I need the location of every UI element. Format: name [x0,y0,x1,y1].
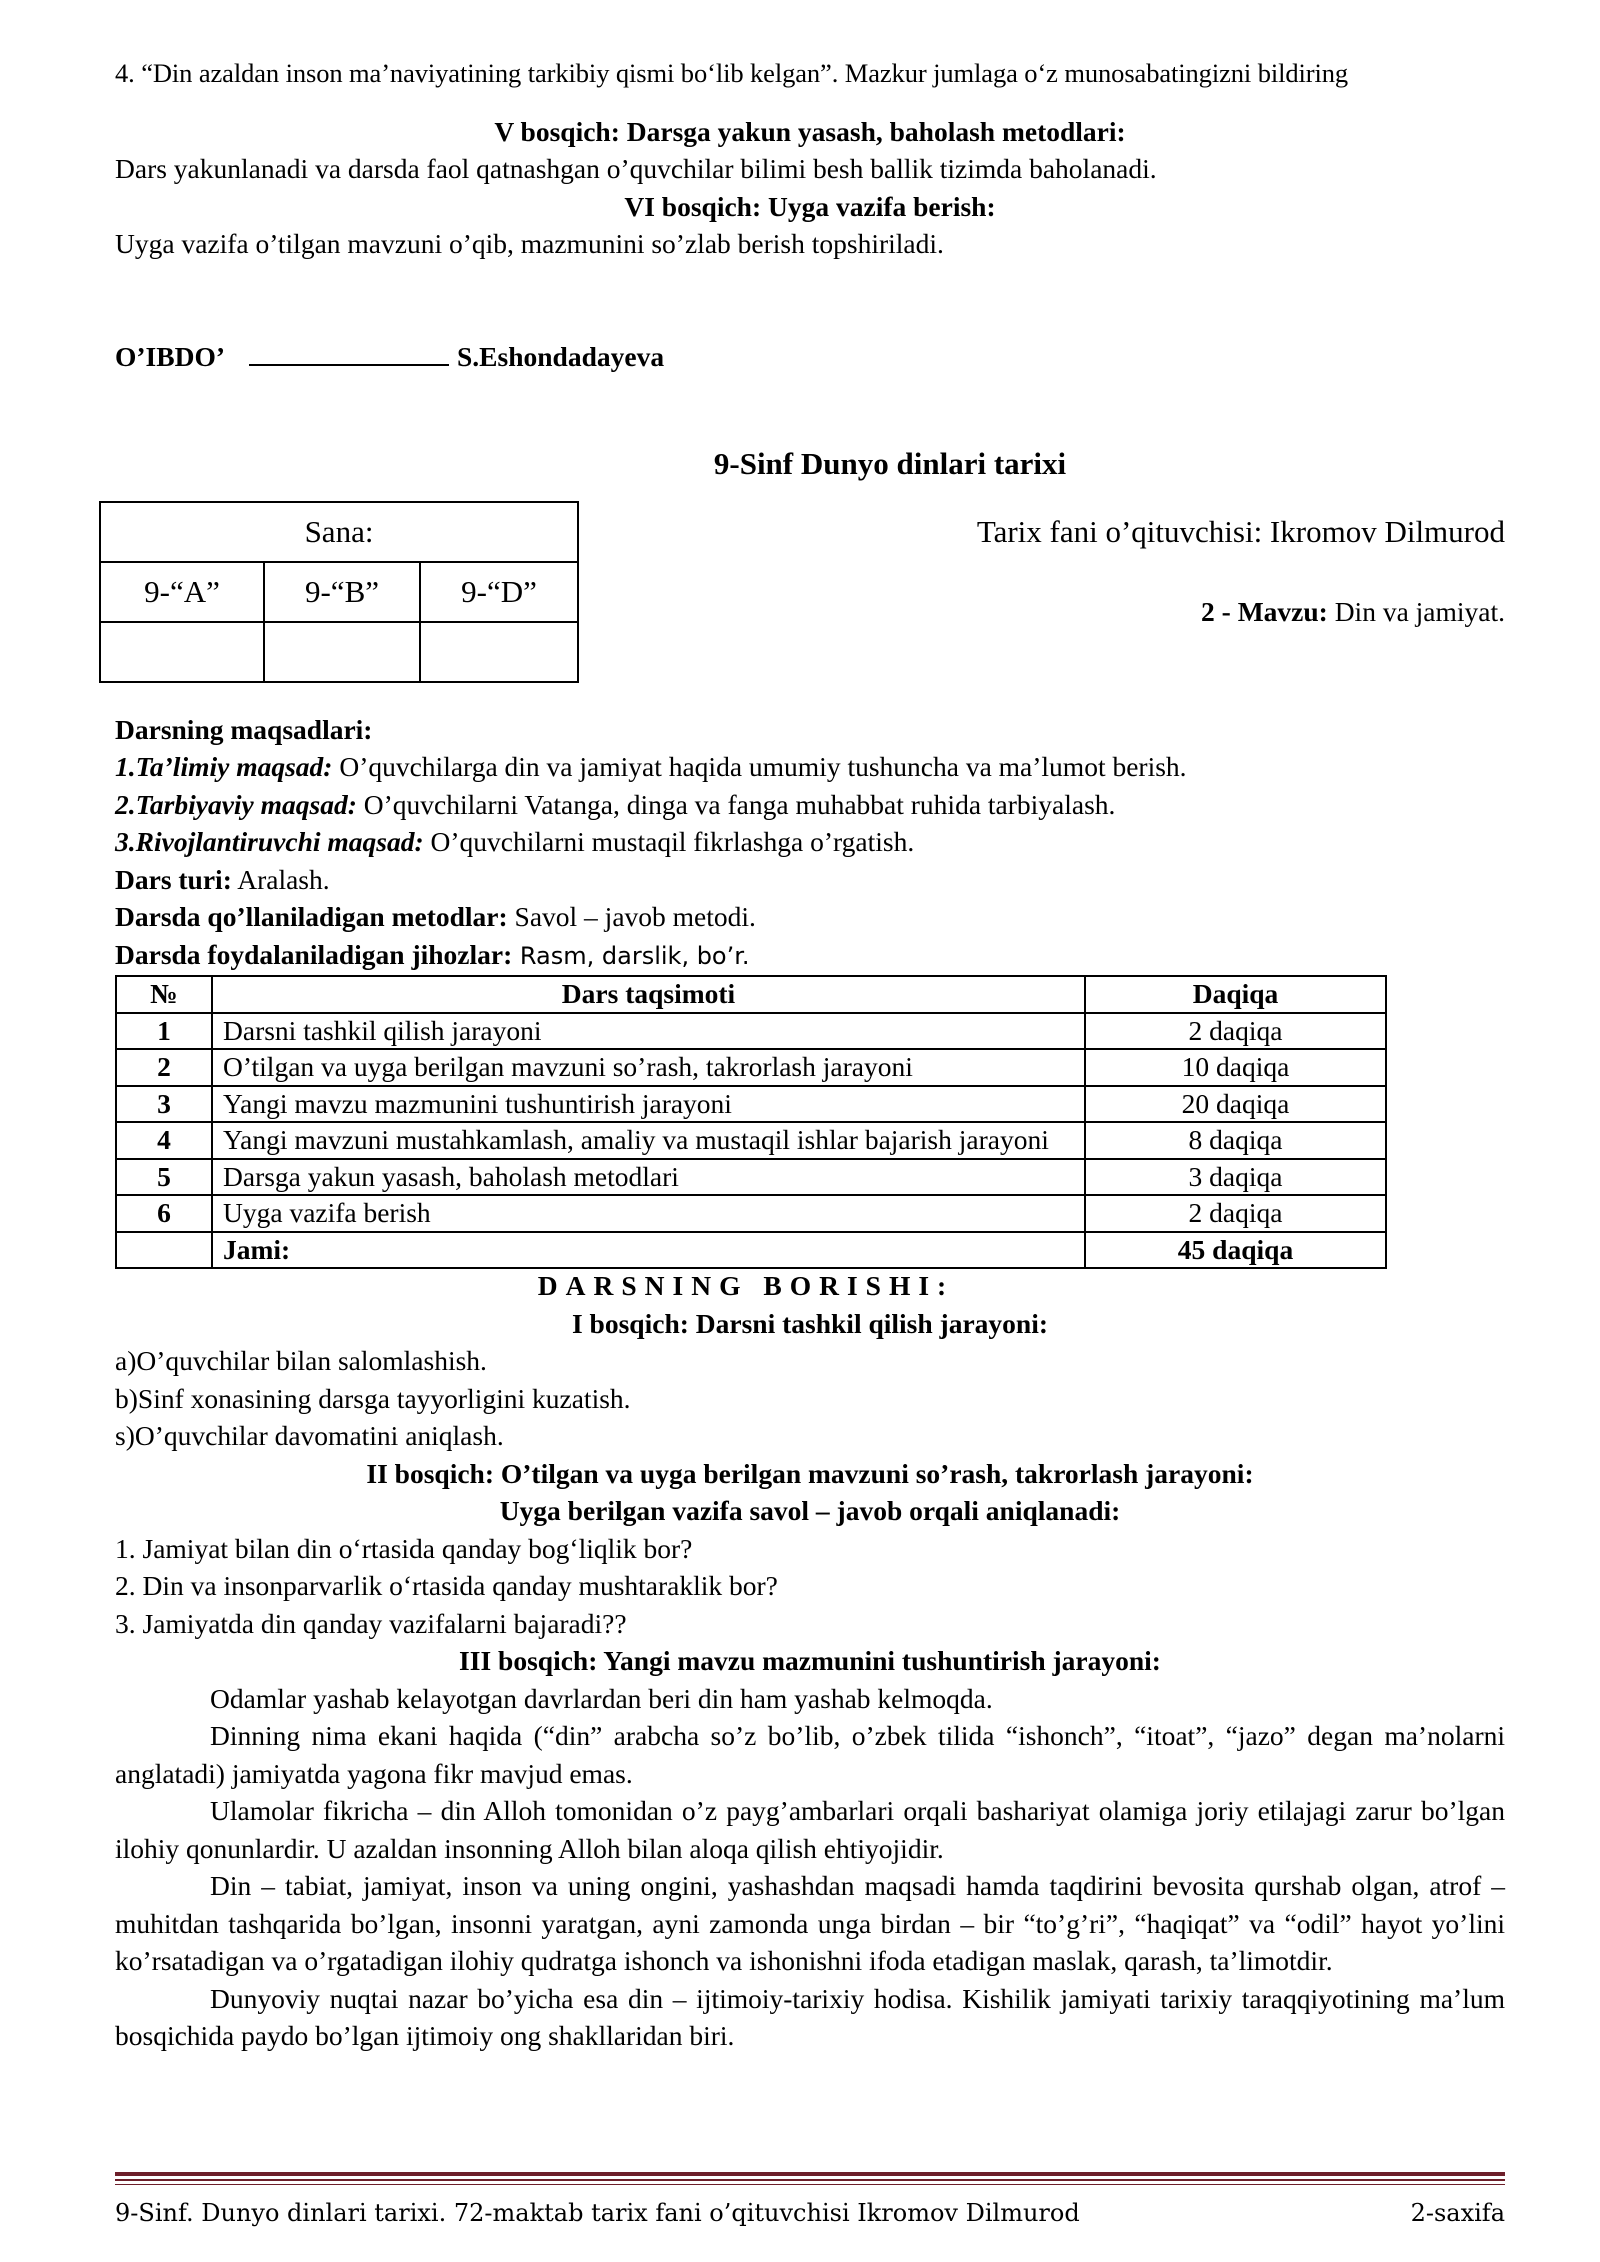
plan-header-stage: Dars taqsimoti [212,976,1085,1013]
stage-2-question: 1. Jamiyat bilan din o‘rtasida qanday bog‘liqlik bor? [115,1532,693,1564]
plan-total-label: Jami: [212,1232,1085,1269]
stage-2-subtitle: Uyga berilgan vazifa savol – javob orqali aniqlanadi: [499,1495,1121,1526]
body-paragraph: Ulamolar fikricha – din Alloh tomonidan o’z payg’ambarlari orqali bashariyat olamiga joriy etilajagi zarur bo’lgan ilohiy qonunlardir. U azaldan insonning Alloh bilan aloqa qilish ehtiyojidir. [115,1795,1505,1864]
plan-row-stage: Darsga yakun yasash, baholash metodlari [212,1159,1085,1196]
page-footer [115,2172,1505,2227]
lesson-type-text: Aralash. [231,863,330,895]
plan-total-minutes: 45 daqiqa [1085,1232,1386,1269]
stage-2-title: II bosqich: O’tilgan va uyga berilgan mavzuni so’rash, takrorlash jarayoni: [366,1457,1254,1489]
stage-5-title: V bosqich: Darsga yakun yasash, baholash metodlari: [494,115,1126,147]
topic-text: Din va jamiyat. [1327,595,1505,627]
date-cell-b [264,622,420,682]
methods-label: Darsda qo’llaniladigan metodlar: [115,901,508,932]
lesson-plan-table [115,975,1387,1269]
footer-rule [115,2179,1505,2181]
plan-row-stage: O’tilgan va uyga berilgan mavzuni so’rash, takrorlash jarayoni [212,1049,1085,1086]
plan-row-number: 2 [116,1049,212,1086]
footer-rule [115,2172,1505,2176]
goals-heading: Darsning maqsadlari: [115,713,373,745]
plan-row-minutes: 8 daqiqa [1085,1122,1386,1159]
class-d: 9-“D” [420,562,578,622]
goal-1 [115,748,1505,786]
stage-6-title: VI bosqich: Uyga vazifa berish: [624,190,996,222]
plan-row [116,1122,1386,1159]
signature-blank [249,338,449,366]
footer-left: 9-Sinf. Dunyo dinlari tarixi. 72-maktab tarix fani o’qituvchisi Ikromov Dilmurod [115,2199,1080,2227]
plan-row-minutes: 10 daqiqa [1085,1049,1386,1086]
goal-3-text: O’quvchilarni mustaqil fikrlashga o’rgatish. [423,826,915,857]
tools-text: Rasm, darslik, bo’r. [512,941,750,970]
stage-3-title: III bosqich: Yangi mavzu mazmunini tushuntirish jarayoni: [459,1645,1161,1676]
body-paragraph: Dunyoviy nuqtai nazar bo’yicha esa din – ijtimoiy-tarixiy hodisa. Kishilik jamiyati tarixiy taraqqiyotining ma’lum bosqichida paydo bo’lgan ijtimoiy ong shakllaridan biri. [115,1982,1505,2051]
goal-1-label: 1.Ta’limiy maqsad: [115,751,333,782]
plan-header-number: № [116,976,212,1013]
plan-row-minutes: 3 daqiqa [1085,1159,1386,1196]
stage-1-item: s)O’quvchilar davomatini aniqlash. [115,1420,504,1451]
signature-name: S.Eshondadayeva [457,340,665,372]
date-cell-d [420,622,578,682]
plan-row-minutes: 20 daqiqa [1085,1086,1386,1123]
footer-rule [115,2184,1505,2185]
date-cell-a [100,622,264,682]
plan-header-minutes: Daqiqa [1085,976,1386,1013]
stage-2-question: 2. Din va insonparvarlik o‘rtasida qanday mushtaraklik bor? [115,1570,778,1601]
stage-1-item: a)O’quvchilar bilan salomlashish. [115,1345,487,1376]
class-b: 9-“B” [264,562,420,622]
plan-row-minutes: 2 daqiqa [1085,1013,1386,1050]
lesson-type-label: Dars turi: [115,863,232,895]
body-paragraph: Din – tabiat, jamiyat, inson va uning ongini, yashashdan maqsadi hamda taqdirini bevosita qurshab olgan, atrof – muhitdan tashqarida bo’lgan, insonni yaratgan, ayni zamonda unga birdan – bir “to’g’ri”, “haqiqat” va “odil” hayot yo’lini ko’rsatadigan va o’rgatadigan ilohiy qudratga ishonch va ishonishni ifoda etadigan maslak, qarash, ta’limotdir. [115,1870,1505,1976]
goal-2 [115,786,1505,824]
stage-5-text: Dars yakunlanadi va darsda faol qatnashgan o’quvchilar bilimi besh ballik tizimda baholanadi. [115,153,1157,184]
stage-1-item: b)Sinf xonasining darsga tayyorligini kuzatish. [115,1382,631,1414]
body-paragraph: Odamlar yashab kelayotgan davrlardan beri din ham yashab kelmoqda. [210,1682,993,1714]
lesson-header [115,501,1505,687]
plan-row-minutes: 2 daqiqa [1085,1195,1386,1232]
date-table [99,501,579,683]
lesson-topic [1201,593,1505,631]
plan-header-row [116,976,1386,1013]
question-4: 4. “Din azaldan inson ma’naviyatining tarkibiy qismi bo‘lib kelgan”. Mazkur jumlaga o‘z munosabatingizni bildiring [115,58,1349,88]
plan-row-number: 6 [116,1195,212,1232]
footer-text [115,2199,1505,2227]
goal-2-label: 2.Tarbiyaviy maqsad: [115,788,357,820]
lesson-tools [115,936,1505,976]
plan-total-number [116,1232,212,1269]
stage-6-text: Uyga vazifa o’tilgan mavzuni o’qib, mazmunini so’zlab berish topshiriladi. [115,228,944,259]
lesson-type [115,861,1505,899]
plan-row-stage: Uyga vazifa berish [212,1195,1085,1232]
stage-2-question: 3. Jamiyatda din qanday vazifalarni bajaradi?? [115,1607,627,1639]
page-number: 2-saxifa [1410,2199,1505,2227]
signature-role: O’IBDO’ [115,340,225,372]
course-heading: DARSNING BORISHI: [537,1270,955,1301]
plan-row-number: 1 [116,1013,212,1050]
plan-row [116,1013,1386,1050]
goal-3 [115,823,1505,861]
plan-row-stage: Yangi mavzuni mustahkamlash, amaliy va mustaqil ishlar bajarish jarayoni [212,1122,1085,1159]
teacher-name: Tarix fani o’qituvchisi: Ikromov Dilmurod [976,513,1505,549]
class-a: 9-“A” [100,562,264,622]
plan-total-row [116,1232,1386,1269]
plan-row [116,1159,1386,1196]
lesson-methods [115,898,1505,936]
plan-row-number: 4 [116,1122,212,1159]
plan-row [116,1086,1386,1123]
date-label: Sana: [100,502,578,562]
lesson-title: 9-Sinf Dunyo dinlari tarixi [713,446,1067,481]
signature-line [115,338,1505,376]
plan-row-number: 5 [116,1159,212,1196]
plan-row-stage: Darsni tashkil qilish jarayoni [212,1013,1085,1050]
goal-1-text: O’quvchilarga din va jamiyat haqida umumiy tushuncha va ma’lumot berish. [332,751,1187,782]
stage-1-title: I bosqich: Darsni tashkil qilish jarayoni: [571,1307,1048,1339]
plan-row [116,1195,1386,1232]
plan-row [116,1049,1386,1086]
document-page [115,55,1505,2055]
lesson-goals [115,711,1505,976]
body-paragraph: Dinning nima ekani haqida (“din” arabcha so’z bo’lib, o’zbek tilida “ishonch”, “itoat”, “jazo” degan ma’nolarni anglatadi) jamiyatda yagona fikr mavjud emas. [115,1720,1505,1789]
topic-label: 2 - Mavzu: [1201,595,1328,627]
plan-row-stage: Yangi mavzu mazmunini tushuntirish jarayoni [212,1086,1085,1123]
tools-label: Darsda foydalaniladigan jihozlar: [115,938,513,970]
methods-text: Savol – javob metodi. [507,901,756,932]
goal-3-label: 3.Rivojlantiruvchi maqsad: [115,826,424,857]
plan-row-number: 3 [116,1086,212,1123]
goal-2-text: O’quvchilarni Vatanga, dinga va fanga muhabbat ruhida tarbiyalash. [356,788,1116,820]
